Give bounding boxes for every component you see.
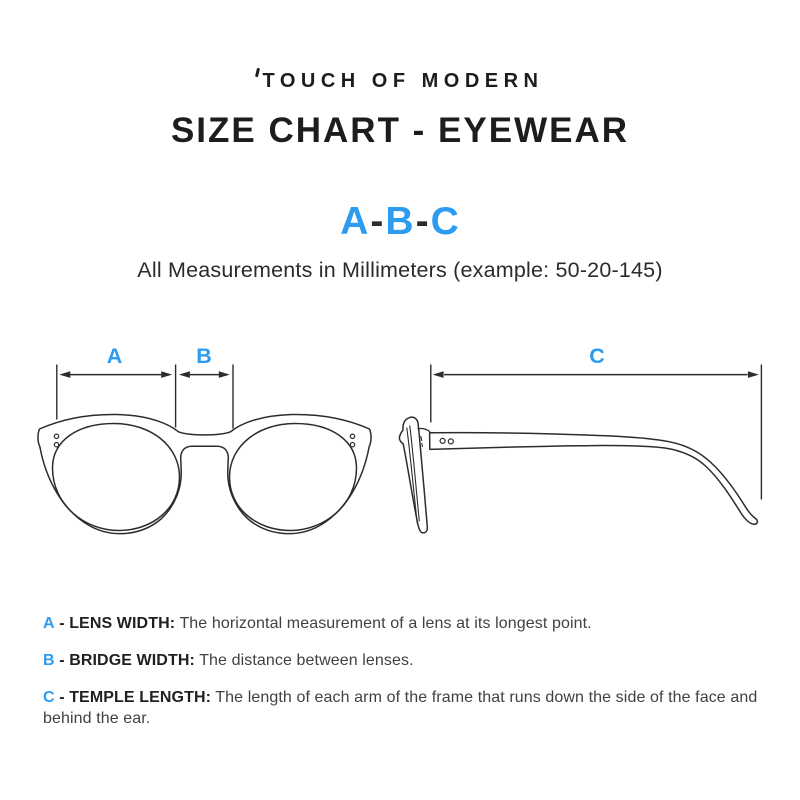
temple-rivet-dots xyxy=(440,438,453,444)
definition-dash: - xyxy=(59,689,65,706)
definition-description: The horizontal measurement of a lens at its longest point. xyxy=(179,615,592,632)
definition-letter: C xyxy=(43,689,55,706)
definition-lens-width xyxy=(43,613,761,634)
definition-letter: B xyxy=(43,652,55,669)
definition-dash: - xyxy=(59,652,65,669)
dimension-b-label: B xyxy=(196,344,212,368)
hinge-top-edge xyxy=(418,429,430,432)
glasses-front-view xyxy=(38,414,371,533)
glasses-side-view xyxy=(399,417,757,533)
brand-logo xyxy=(0,71,800,91)
measurements-subtitle: All Measurements in Millimeters (example: 50-20-145) xyxy=(137,258,663,282)
formula-letter-a: A xyxy=(340,200,370,243)
left-lens-opening xyxy=(53,424,180,531)
formula-dash: - xyxy=(370,200,385,243)
front-rivet-dots xyxy=(54,434,354,447)
formula-dash: - xyxy=(415,200,430,243)
dimension-c-label: C xyxy=(589,344,605,368)
eyewear-measurement-diagram xyxy=(0,330,800,590)
temple-arm-outline xyxy=(430,433,758,525)
definition-letter: A xyxy=(43,615,55,632)
abc-formula xyxy=(0,201,800,244)
side-frame-front-edge xyxy=(399,417,427,533)
definition-bridge-width xyxy=(43,650,761,671)
right-lens-opening xyxy=(230,424,357,531)
front-frame-outline xyxy=(38,414,371,533)
measurement-definitions xyxy=(43,613,761,745)
definition-description: The length of each arm of the frame that runs down the side of the face and behind the ear. xyxy=(43,689,758,727)
formula-letter-c: C xyxy=(430,200,460,243)
dimension-a-label: A xyxy=(106,344,123,368)
formula-letter-b: B xyxy=(385,200,415,243)
page-title: SIZE CHART - EYEWEAR xyxy=(170,111,630,150)
definition-temple-length xyxy=(43,687,761,729)
definition-term: TEMPLE LENGTH: xyxy=(69,689,212,706)
definition-term: BRIDGE WIDTH: xyxy=(69,652,195,669)
definition-description: The distance between lenses. xyxy=(199,652,414,669)
definition-dash: - xyxy=(59,615,65,632)
definition-term: LENS WIDTH: xyxy=(69,615,176,632)
brand-logo-text: TOUCH OF MODERN xyxy=(262,70,544,92)
logo-tick-mark-icon xyxy=(255,68,260,77)
